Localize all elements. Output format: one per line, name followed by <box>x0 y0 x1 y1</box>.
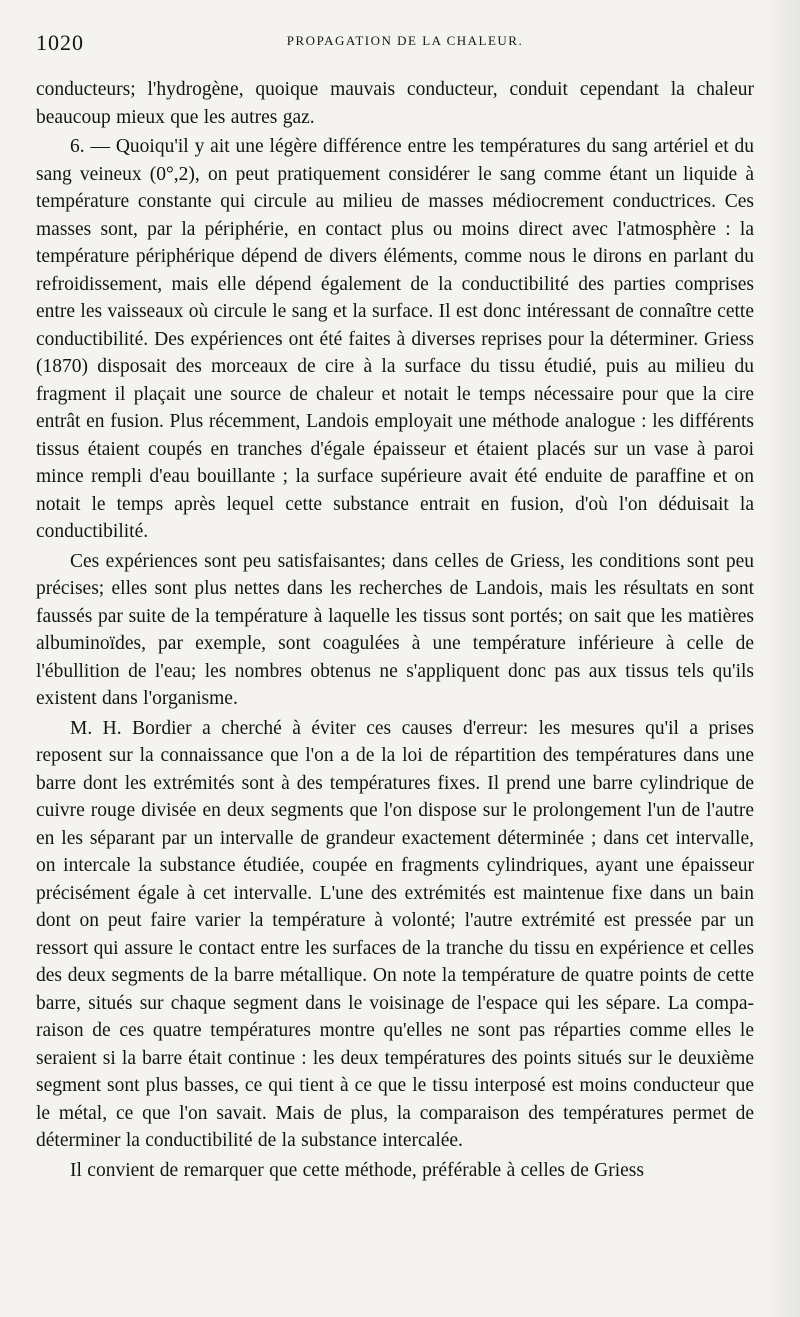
paragraph-bordier-method: M. H. Bordier a cherché à éviter ces causes d'erreur: les mesures qu'il a prises reposent sur la connaissance que l'on a de la loi de répartition des températures dans une barre dont les extrémités sont à des températures fixes. Il prend une barre cylindrique de cuivre rouge divisée en deux segments que l'on dispose sur le prolongement l'un de l'autre en les séparant par un intervalle de grandeur exactement déterminée ; dans cet intervalle, on intercale la substance étudiée, coupée en fragments cylindriques, ayant une épaisseur précisément égale à cet intervalle. L'une des extrémités est maintenue fixe dans un bain dont on peut faire varier la température à volonté; l'autre extrémité est pressée par un ressort qui assure le contact entre les surfaces de la tranche du tissu en expérience et celles des deux segments de la barre métallique. On note la température de quatre points de cette barre, situés sur chaque segment dans le voisinage de l'espace qui les sépare. La comparaison de ces quatre températures montre qu'elles ne sont pas réparties comme elles le seraient si la barre était continue : les deux températures des points situés sur le deuxième segment sont plus basses, ce qui tient à ce que le tissu interposé est moins conducteur que le métal, ce que l'on savait. Mais de plus, la comparaison des températures permet de déterminer la conductibilité de la substance intercalée. <box>36 717 754 1151</box>
body-text <box>36 76 754 1184</box>
page-number: 1020 <box>36 30 84 55</box>
paragraph-section-6: 6. — Quoiqu'il y ait une légère différence entre les températures du sang artériel et du sang veineux (0°,2), on peut pratiquement considérer le sang comme étant un liquide à température constante qui circule au milieu de masses médiocrement conductrices. Ces masses sont, par la périphérie, en contact plus ou moins direct avec l'atmosphère : la température périphérique dépend de divers éléments, comme nous le dirons en parlant du refroidissement, mais elle dépend également de la conductibilité des parties comprises entre les vaisseaux où circule le sang et la surface. Il est donc intéressant de connaître cette conductibilité. Des expériences ont été faites à diverses reprises pour la déterminer. Griess (1870) disposait des morceaux de cire à la surface du tissu étudié, puis au milieu du fragment il plaçait une source de chaleur et notait le temps nécessaire pour que la cire entrât en fusion. Plus récemment, Landois employait une méthode analogue : les différents tissus étaient coupés en tranches d'égale épaisseur et étaient placés sur un vase à paroi mince rempli d'eau bouillante ; la surface supérieure avait été enduite de paraffine et on notait le temps après lequel cette substance entrait en fusion, d'où l'on déduisait la conductibilité. <box>36 136 754 542</box>
paragraph-remark: Il convient de remarquer que cette méthode, préférable à celles de Griess <box>70 1159 644 1181</box>
page-header <box>36 30 754 56</box>
running-title: PROPAGATION DE LA CHALEUR. <box>286 33 524 48</box>
paragraph-continuation: conducteurs; l'hydrogène, quoique mauvais conducteur, conduit cependant la chaleur beaucoup mieux que les autres gaz. <box>36 79 754 128</box>
paragraph-experiments-critique: Ces expériences sont peu satisfaisantes; dans celles de Griess, les conditions sont peu précises; elles sont plus nettes dans les recherches de Landois, mais les résultats en sont faussés par suite de la température à laquelle les tissus sont portés; on sait que les matières albuminoïdes, par exemple, sont coagulées à une température inférieure à celle de l'ébullition de l'eau; les nombres obtenus ne s'appliquent donc pas aux tissus tels qu'ils existent dans l'organisme. <box>36 550 754 709</box>
